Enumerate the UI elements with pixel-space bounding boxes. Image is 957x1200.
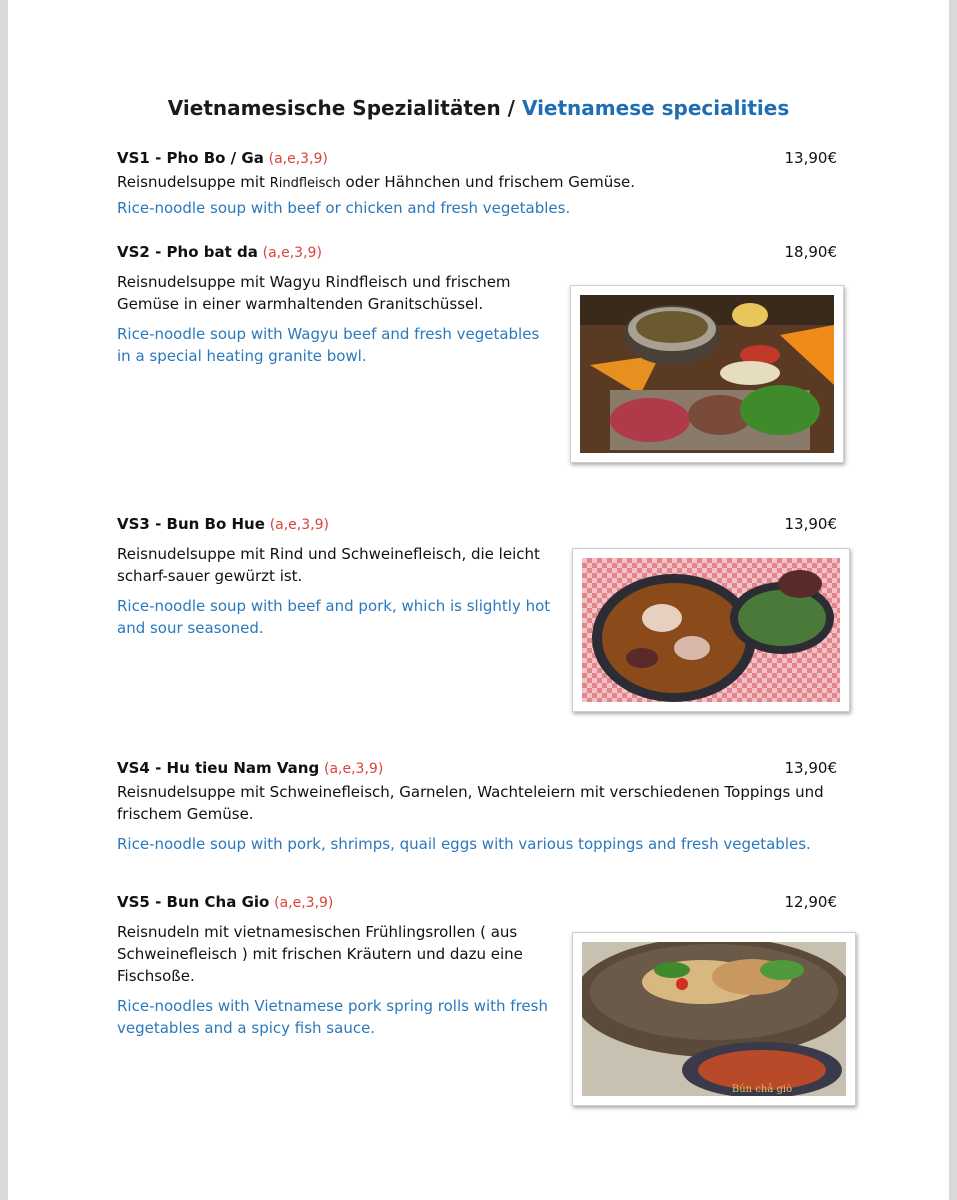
title-en: Vietnamese specialities bbox=[521, 96, 790, 120]
title-separator: / bbox=[500, 96, 522, 120]
menu-item-vs4 bbox=[117, 759, 837, 855]
item-allergens: (a,e,3,9) bbox=[274, 895, 334, 911]
pho-bowl-image bbox=[580, 295, 834, 453]
photo-bun-bo-hue bbox=[572, 548, 850, 712]
item-desc-de: Reisnudeln mit vietnamesischen Frühlingsrollen ( aus Schweinefleisch ) mit frischen Kräutern und dazu eine Fischsoße. bbox=[117, 923, 523, 985]
item-allergens: (a,e,3,9) bbox=[268, 151, 328, 167]
item-allergens: (a,e,3,9) bbox=[269, 517, 329, 533]
item-name: VS5 - Bun Cha Gio bbox=[117, 893, 270, 911]
item-name: VS2 - Pho bat da bbox=[117, 243, 258, 261]
item-price: 13,90€ bbox=[784, 149, 837, 167]
item-desc-en: Rice-noodle soup with pork, shrimps, quail eggs with various toppings and fresh vegetables. bbox=[117, 835, 811, 853]
title-de: Vietnamesische Spezialitäten bbox=[167, 96, 501, 120]
item-name: VS4 - Hu tieu Nam Vang bbox=[117, 759, 320, 777]
item-desc-en: Rice-noodles with Vietnamese pork spring rolls with fresh vegetables and a spicy fish sauce. bbox=[117, 997, 548, 1037]
item-desc-en: Rice-noodle soup with beef and pork, which is slightly hot and sour seasoned. bbox=[117, 597, 551, 637]
item-price: 13,90€ bbox=[784, 759, 837, 777]
item-price: 13,90€ bbox=[784, 515, 837, 533]
menu-item-vs1 bbox=[117, 149, 837, 219]
item-desc-de: Reisnudelsuppe mit Rindfleisch oder Hähnchen und frischem Gemüse. bbox=[117, 173, 636, 191]
item-allergens: (a,e,3,9) bbox=[324, 761, 384, 777]
item-price: 12,90€ bbox=[784, 893, 837, 911]
item-desc-de: Reisnudelsuppe mit Wagyu Rindfleisch und frischem Gemüse in einer warmhaltenden Granitschüssel. bbox=[117, 273, 511, 313]
item-desc-en: Rice-noodle soup with Wagyu beef and fresh vegetables in a special heating granite bowl. bbox=[117, 325, 540, 365]
item-desc-de: Reisnudelsuppe mit Schweinefleisch, Garnelen, Wachteleiern mit verschiedenen Toppings und frischem Gemüse. bbox=[117, 783, 824, 823]
item-desc-de: Reisnudelsuppe mit Rind und Schweinefleisch, die leicht scharf-sauer gewürzt ist. bbox=[117, 545, 540, 585]
photo-caption: Bún chả giò bbox=[731, 1084, 793, 1095]
item-name: VS1 - Pho Bo / Ga bbox=[117, 149, 264, 167]
item-allergens: (a,e,3,9) bbox=[262, 245, 322, 261]
photo-bun-cha-gio bbox=[572, 932, 856, 1106]
bun-bo-hue-image bbox=[582, 558, 840, 702]
page-title bbox=[0, 96, 957, 120]
photo-pho-bat-da bbox=[570, 285, 844, 463]
item-name: VS3 - Bun Bo Hue bbox=[117, 515, 265, 533]
item-desc-en: Rice-noodle soup with beef or chicken and fresh vegetables. bbox=[117, 199, 571, 217]
bun-cha-gio-image bbox=[582, 942, 846, 1096]
item-price: 18,90€ bbox=[784, 243, 837, 261]
